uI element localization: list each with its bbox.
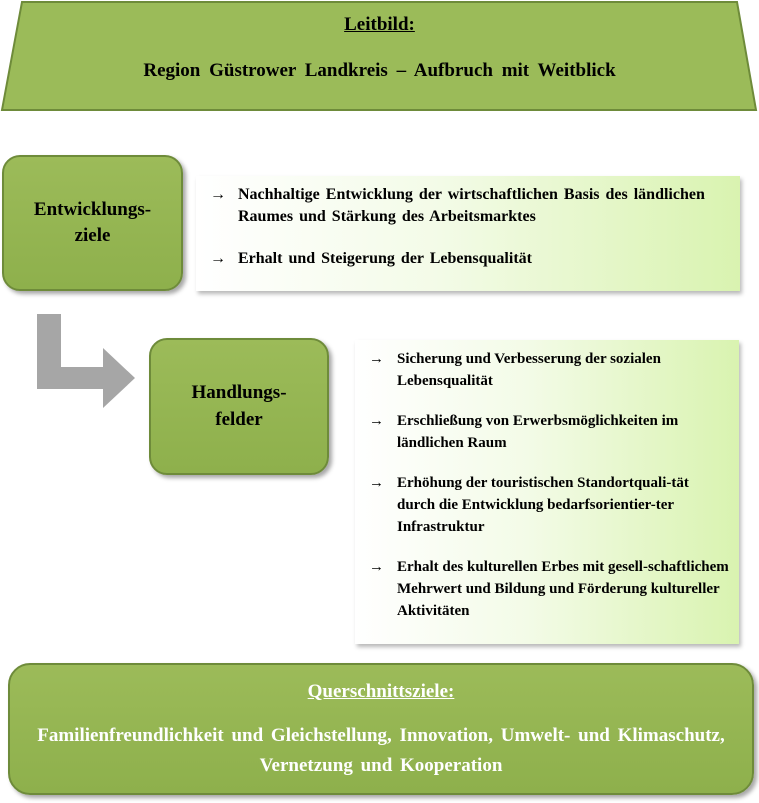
handlungsfelder-label-line1: Handlungs- — [191, 382, 287, 404]
entwicklungsziele-label-line1: Entwicklungs- — [33, 198, 152, 220]
entwicklungsziel-item — [210, 248, 726, 270]
leitbild-subtitle: Region Güstrower Landkreis – Aufbruch mit Weitblick — [143, 60, 616, 81]
entwicklungsziel-item — [210, 184, 726, 228]
handlungsfeld-item — [369, 348, 729, 392]
handlungsfeld-item — [369, 472, 729, 538]
arrow-right-icon: → — [369, 413, 384, 429]
leitbild-title: Leitbild: — [344, 14, 415, 35]
handlungsfelder-label-line2: felder — [215, 408, 263, 430]
entwicklungsziel-text: Nachhaltige Entwicklung der wirtschaftlichen Basis des ländlichen Raumes und Stärkung des Arbeitsmarktes — [238, 186, 705, 225]
arrow-right-icon: → — [210, 186, 226, 203]
entwicklungsziel-text: Erhalt und Steigerung der Lebensqualität — [238, 250, 532, 267]
arrow-right-icon: → — [210, 250, 226, 267]
handlungsfeld-text: Erhöhung der touristischen Standortquali-tät durch die Entwicklung bedarfsorientier-ter Infrastruktur — [397, 475, 689, 535]
entwicklungsziele-panel — [196, 176, 740, 291]
handlungsfeld-text: Erhalt des kulturellen Erbes mit gesell-schaftlichem Mehrwert und Bildung und Förderung kultureller Aktivitäten — [397, 559, 729, 619]
handlungsfelder-panel — [355, 340, 739, 644]
entwicklungsziele-label-line2: ziele — [74, 225, 111, 246]
handlungsfelder-box — [149, 338, 329, 475]
entwicklungsziele-box — [2, 155, 183, 291]
querschnittsziele-title: Querschnittsziele: — [307, 681, 455, 702]
elbow-arrow-icon — [37, 314, 137, 410]
handlungsfeld-text: Erschließung von Erwerbsmöglichkeiten im ländlichen Raum — [397, 413, 679, 451]
querschnittsziele-box — [8, 663, 754, 795]
arrow-right-icon: → — [369, 351, 384, 367]
handlungsfeld-text: Sicherung und Verbesserung der sozialen Lebensqualität — [397, 351, 661, 389]
handlungsfeld-item — [369, 410, 729, 454]
arrow-right-icon: → — [369, 559, 384, 575]
handlungsfeld-item — [369, 556, 729, 622]
querschnittsziele-text: Familienfreundlichkeit und Gleichstellung, Innovation, Umwelt- und Klimaschutz, Vernetzung und Kooperation — [37, 725, 725, 777]
arrow-right-icon: → — [369, 475, 384, 491]
